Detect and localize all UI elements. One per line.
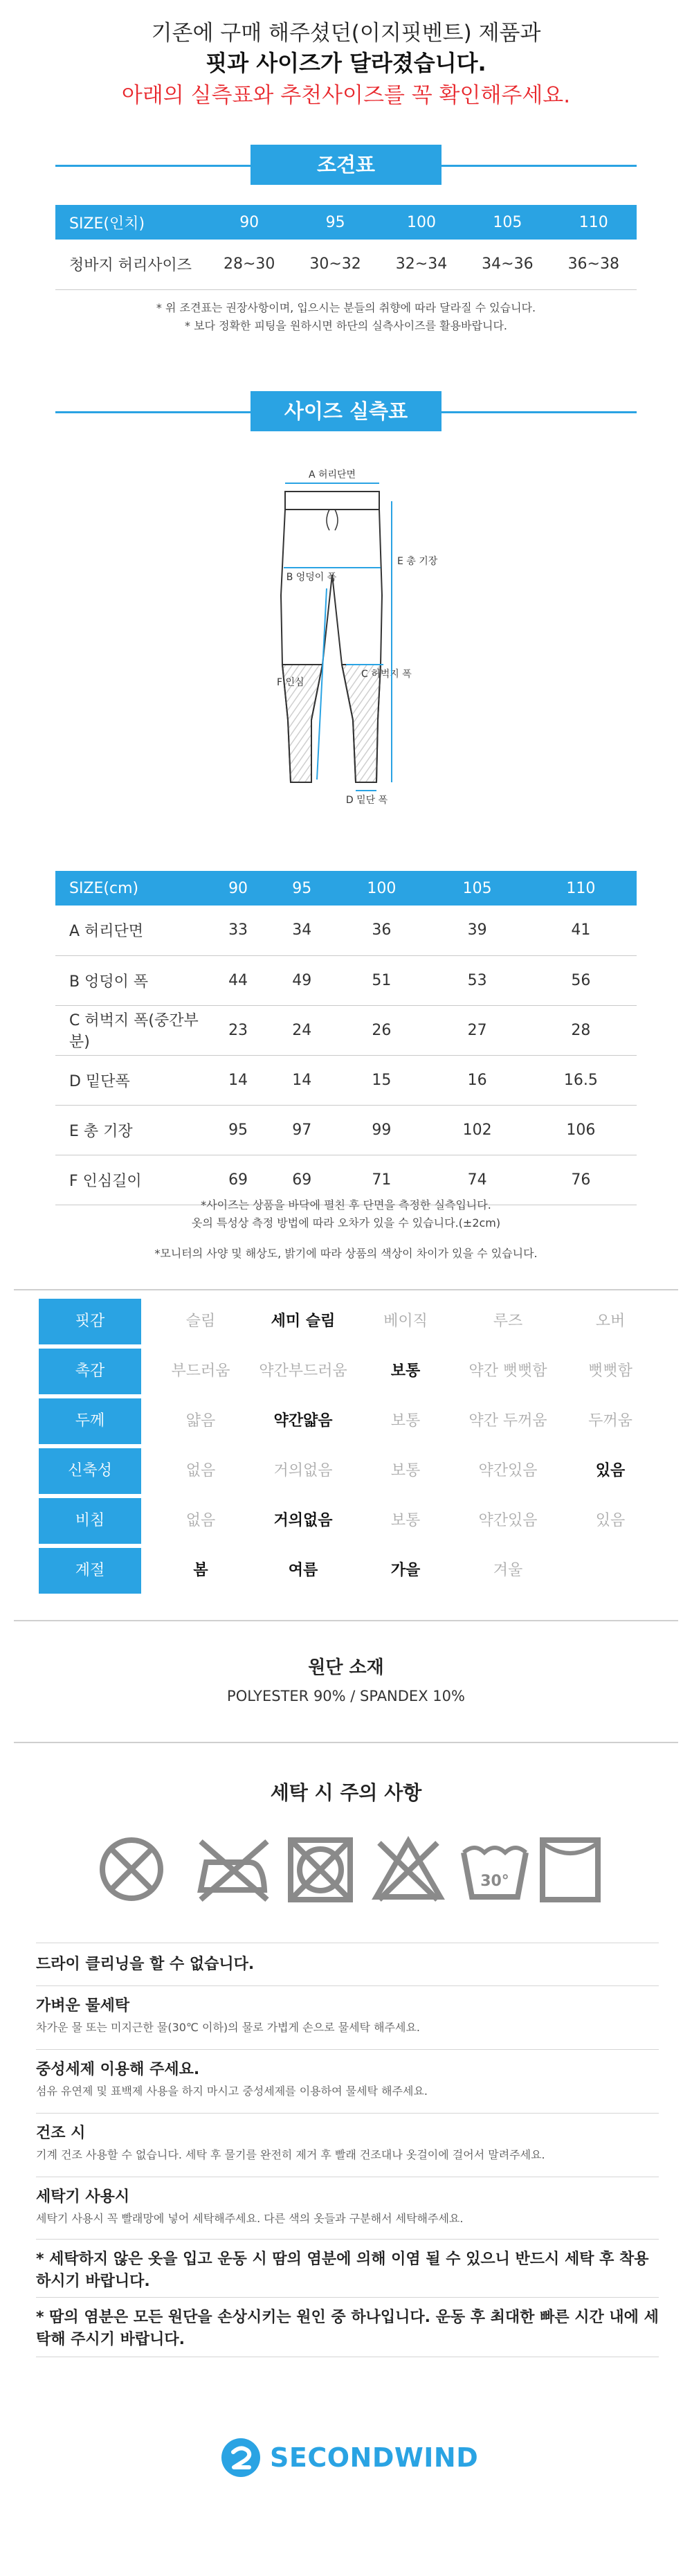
- fabric-title: 원단 소재: [308, 1657, 384, 1678]
- fit-row-label: 계절: [39, 1548, 141, 1594]
- measure-note-2: 옷의 특성상 측정 방법에 따라 오차가 있을 수 있습니다.(±2cm): [191, 1216, 501, 1230]
- fit-option: 약간있음: [478, 1462, 538, 1479]
- fit-option: 얇음: [185, 1412, 216, 1430]
- table-cell: 95: [206, 1105, 270, 1155]
- no-tumble-dry-icon: [291, 1840, 350, 1900]
- column-header: 95: [292, 205, 378, 240]
- intro-line-1: 기존에 구매 해주셨던(이지핏벤트) 제품과: [151, 21, 541, 46]
- care-item-title: 중성세제 이용해 주세요.: [36, 2061, 200, 2078]
- table-cell: 16.5: [525, 1055, 637, 1105]
- fit-option: 세미 슬림: [271, 1313, 336, 1330]
- fit-option: 약간얇음: [273, 1412, 333, 1430]
- fit-option: 약간 두꺼움: [468, 1412, 547, 1430]
- diagram-label-e: E 총 기장: [397, 556, 438, 567]
- table-cell: 30~32: [292, 240, 378, 289]
- condition-table: [55, 205, 637, 290]
- fit-row: [39, 1398, 662, 1444]
- column-header: 95: [270, 871, 334, 906]
- table-cell: F 인심길이: [55, 1155, 206, 1205]
- fit-option: 슬림: [185, 1313, 216, 1330]
- fit-row: [39, 1498, 662, 1544]
- table-cell: 34~36: [464, 240, 550, 289]
- fit-option: 없음: [185, 1462, 216, 1479]
- fit-row: [39, 1299, 662, 1344]
- table-cell: 14: [270, 1055, 334, 1105]
- column-header: 105: [464, 205, 550, 240]
- fit-row-label: 두께: [39, 1398, 141, 1444]
- table-cell: A 허리단면: [55, 906, 206, 955]
- section-divider: [14, 1620, 678, 1621]
- fit-option: 오버: [595, 1313, 626, 1330]
- fit-row: [39, 1548, 662, 1594]
- table-cell: 33: [206, 906, 270, 955]
- fit-option: 베이직: [383, 1313, 428, 1330]
- care-item-title: 드라이 클리닝을 할 수 없습니다.: [36, 1956, 255, 1973]
- care-divider: [36, 2297, 659, 2298]
- table-cell: 102: [430, 1105, 525, 1155]
- care-divider: [36, 2239, 659, 2240]
- fit-option: 부드러움: [171, 1362, 230, 1380]
- table-row: [55, 906, 637, 955]
- measure-table: [55, 871, 637, 1205]
- condition-header: 조견표: [251, 145, 441, 185]
- care-item-title: 가벼운 물세탁: [36, 1997, 130, 2015]
- section-divider: [14, 1742, 678, 1743]
- fit-option: 가을: [390, 1562, 421, 1579]
- fit-option: 약간부드러움: [259, 1362, 347, 1380]
- table-cell: 99: [334, 1105, 429, 1155]
- fit-row-label: 촉감: [39, 1349, 141, 1394]
- table-cell: E 총 기장: [55, 1105, 206, 1155]
- table-header-row: [55, 205, 637, 240]
- table-cell: 69: [270, 1155, 334, 1205]
- line-dry-icon: [543, 1840, 598, 1900]
- table-cell: 14: [206, 1055, 270, 1105]
- condition-note-1: * 위 조견표는 권장사항이며, 입으시는 분들의 취향에 따라 달라질 수 있습니다.: [156, 301, 536, 314]
- table-cell: 74: [430, 1155, 525, 1205]
- table-row: [55, 1005, 637, 1055]
- fabric-content: POLYESTER 90% / SPANDEX 10%: [227, 1688, 465, 1704]
- no-bleach-triangle-icon: [376, 1841, 440, 1900]
- fit-row-label: 비침: [39, 1498, 141, 1544]
- column-header: 100: [334, 871, 429, 906]
- table-cell: 53: [430, 955, 525, 1005]
- fit-option: 보통: [390, 1412, 421, 1430]
- fit-row-label: 핏감: [39, 1299, 141, 1344]
- table-cell: 24: [270, 1005, 334, 1055]
- fit-option: 없음: [185, 1512, 216, 1529]
- pants-diagram: [208, 457, 498, 852]
- table-cell: 56: [525, 955, 637, 1005]
- table-cell: 41: [525, 906, 637, 955]
- table-cell: 71: [334, 1155, 429, 1205]
- column-header: 90: [206, 871, 270, 906]
- table-cell: 26: [334, 1005, 429, 1055]
- table-cell: 97: [270, 1105, 334, 1155]
- care-divider: [36, 2113, 659, 2114]
- brand-name: SECONDWIND: [270, 2442, 479, 2473]
- measure-header: 사이즈 실측표: [251, 391, 441, 431]
- column-header: SIZE(인치): [55, 205, 206, 240]
- column-header: 110: [525, 871, 637, 906]
- care-item-desc: 섬유 유연제 및 표백제 사용을 하지 마시고 중성세제를 이용하여 물세탁 해주세요.: [36, 2084, 428, 2098]
- table-header-row: [55, 871, 637, 906]
- table-cell: 청바지 허리사이즈: [55, 240, 206, 289]
- care-item-desc: 기계 건조 사용할 수 없습니다. 세탁 후 물기를 완전히 제거 후 빨래 건조대나 옷걸이에 걸어서 말려주세요.: [36, 2148, 545, 2161]
- diagram-label-d: D 밑단 폭: [345, 795, 388, 806]
- care-title: 세탁 시 주의 사항: [270, 1781, 422, 1804]
- fit-option: 거의없음: [273, 1512, 333, 1529]
- table-cell: 15: [334, 1055, 429, 1105]
- care-item-desc: 차가운 물 또는 미지근한 물(30℃ 이하)의 물로 가볍게 손으로 물세탁 해주세요.: [36, 2021, 420, 2034]
- table-cell: 76: [525, 1155, 637, 1205]
- table-cell: 28~30: [206, 240, 292, 289]
- care-item-desc: 세탁기 사용시 꼭 빨래망에 넣어 세탁해주세요. 다른 색의 옷들과 구분해서 세탁해주세요.: [36, 2212, 464, 2225]
- table-cell: 106: [525, 1105, 637, 1155]
- table-cell: D 밑단폭: [55, 1055, 206, 1105]
- intro-line-2: 핏과 사이즈가 달라졌습니다.: [206, 50, 486, 76]
- table-cell: 27: [430, 1005, 525, 1055]
- table-cell: B 엉덩이 폭: [55, 955, 206, 1005]
- table-cell: 32~34: [379, 240, 464, 289]
- care-warning: * 세탁하지 않은 옷을 입고 운동 시 땀의 염분에 의해 이염 될 수 있으니 반드시 세탁 후 착용하시기 바랍니다.: [36, 2251, 649, 2290]
- fit-option: 약간 뻣뻣함: [468, 1362, 547, 1380]
- fit-option: 봄: [193, 1562, 208, 1579]
- table-cell: 23: [206, 1005, 270, 1055]
- fit-option: 두꺼움: [588, 1412, 632, 1430]
- section-divider: [14, 1289, 678, 1290]
- wash-temp-label: 30°: [480, 1873, 509, 1890]
- wash-30-icon: [464, 1848, 526, 1897]
- diagram-label-b: B 엉덩이 폭: [286, 572, 337, 583]
- column-header: SIZE(cm): [55, 871, 206, 906]
- table-cell: 36: [334, 906, 429, 955]
- table-cell: 36~38: [551, 240, 637, 289]
- diagram-label-f: F 인심: [277, 677, 304, 688]
- column-header: 105: [430, 871, 525, 906]
- table-cell: 44: [206, 955, 270, 1005]
- condition-note-2: * 보다 정확한 피팅을 원하시면 하단의 실측사이즈를 활용바랍니다.: [184, 319, 507, 332]
- intro-line-3: 아래의 실측표와 추천사이즈를 꼭 확인해주세요.: [121, 83, 571, 108]
- fit-row-label: 신축성: [39, 1448, 141, 1494]
- care-warning: * 땀의 염분은 모든 원단을 손상시키는 원인 중 하나입니다. 운동 후 최대한 빠른 시간 내에 세탁해 주시기 바랍니다.: [36, 2309, 659, 2348]
- care-divider: [36, 1985, 659, 1986]
- no-bleach-icon: [102, 1840, 161, 1898]
- diagram-label-a: A 허리단면: [308, 469, 356, 480]
- table-cell: C 허벅지 폭(중간부분): [55, 1005, 206, 1055]
- fit-option: 보통: [390, 1512, 421, 1529]
- no-iron-icon: [201, 1841, 267, 1900]
- column-header: 100: [379, 205, 464, 240]
- fit-option: 거의없음: [273, 1462, 333, 1479]
- table-row: [55, 1055, 637, 1105]
- care-item-title: 세탁기 사용시: [36, 2188, 130, 2206]
- fit-option: 뻣뻣함: [588, 1362, 632, 1380]
- table-cell: 69: [206, 1155, 270, 1205]
- fit-option: 보통: [390, 1362, 421, 1380]
- table-cell: 51: [334, 955, 429, 1005]
- fit-row: [39, 1349, 662, 1394]
- column-header: 90: [206, 205, 292, 240]
- fit-option: 보통: [390, 1462, 421, 1479]
- table-row: [55, 955, 637, 1005]
- fit-option: 약간있음: [478, 1512, 538, 1529]
- fit-option: 겨울: [493, 1562, 523, 1579]
- table-cell: 39: [430, 906, 525, 955]
- measure-note-3: *모니터의 사양 및 해상도, 밝기에 따라 상품의 색상이 차이가 있을 수 있습니다.: [154, 1247, 538, 1260]
- table-cell: 49: [270, 955, 334, 1005]
- care-item-title: 건조 시: [36, 2125, 86, 2142]
- care-divider: [36, 2049, 659, 2050]
- measure-note-1: *사이즈는 상품을 바닥에 펼친 후 단면을 측정한 실측입니다.: [201, 1198, 491, 1212]
- care-icons: [90, 1828, 602, 1911]
- fit-option: 루즈: [493, 1313, 523, 1330]
- fit-row: [39, 1448, 662, 1494]
- fit-option: 있음: [595, 1462, 626, 1479]
- column-header: 110: [551, 205, 637, 240]
- table-cell: 16: [430, 1055, 525, 1105]
- brand-logo-icon: [220, 2437, 262, 2478]
- fit-option: 있음: [595, 1512, 626, 1529]
- table-row: [55, 1105, 637, 1155]
- fit-option: 여름: [288, 1562, 318, 1579]
- table-cell: 28: [525, 1005, 637, 1055]
- table-cell: 34: [270, 906, 334, 955]
- table-row: [55, 240, 637, 289]
- diagram-label-c: C 허벅지 폭: [361, 669, 412, 680]
